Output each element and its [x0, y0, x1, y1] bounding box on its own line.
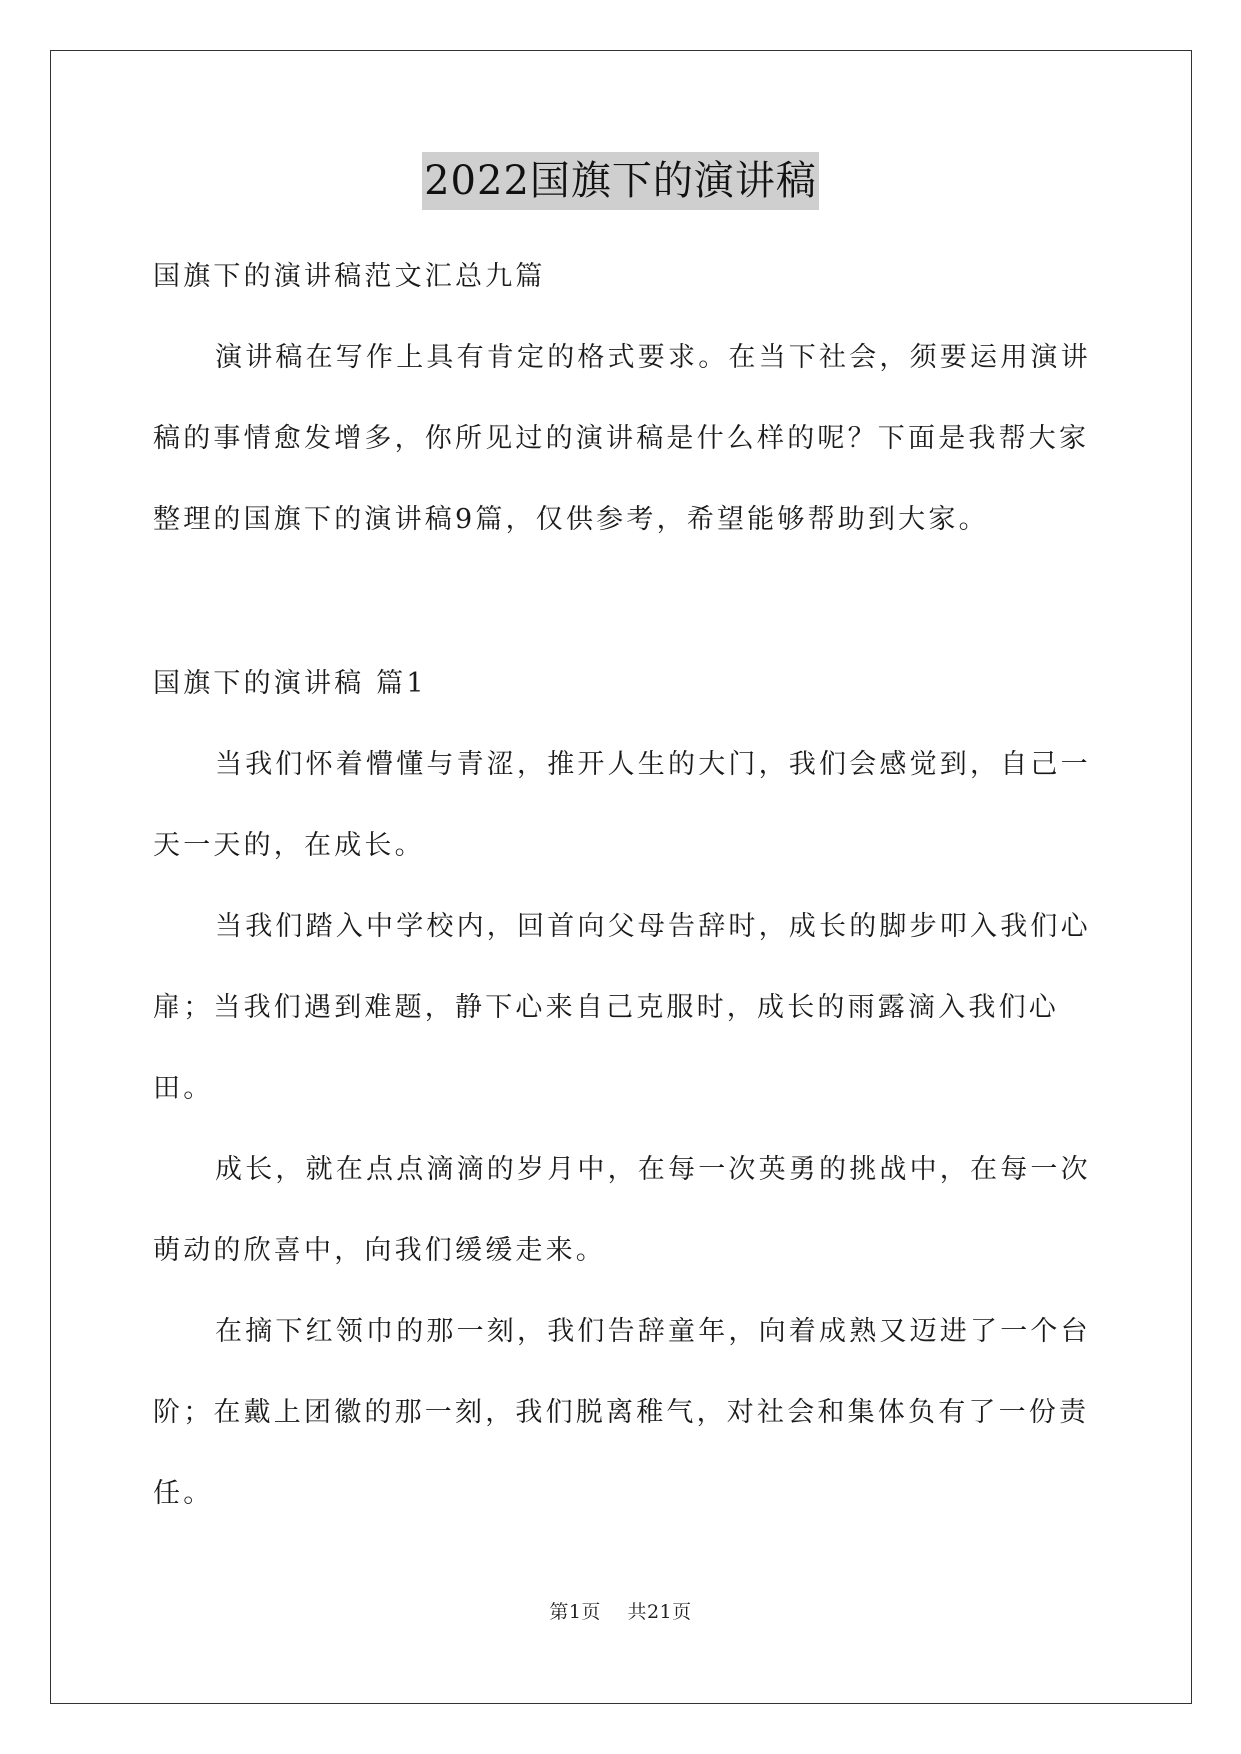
- title-container: [0, 152, 1241, 210]
- document-body: [153, 236, 1093, 1534]
- body-paragraph: 成长，就在点点滴滴的岁月中，在每一次英勇的挑战中，在每一次萌动的欣喜中，向我们缓缓走来。: [153, 1154, 1091, 1266]
- page-number: 第1页: [549, 1601, 601, 1623]
- document-subtitle: 国旗下的演讲稿范文汇总九篇: [153, 261, 546, 292]
- body-paragraph: 当我们踏入中学校内，回首向父母告辞时，成长的脚步叩入我们心扉；当我们遇到难题，静下心来自己克服时，成长的雨露滴入我们心田。: [153, 911, 1091, 1104]
- document-title: 2022国旗下的演讲稿: [422, 152, 819, 210]
- page-footer: [0, 1597, 1241, 1624]
- section-heading: 国旗下的演讲稿 篇1: [153, 668, 427, 699]
- body-paragraph: 当我们怀着懵懂与青涩，推开人生的大门，我们会感觉到，自己一天一天的，在成长。: [153, 749, 1091, 861]
- page-total: 共21页: [627, 1601, 692, 1623]
- body-paragraph: 在摘下红领巾的那一刻，我们告辞童年，向着成熟又迈进了一个台阶；在戴上团徽的那一刻，我们脱离稚气，对社会和集体负有了一份责任。: [153, 1316, 1091, 1509]
- intro-paragraph: 演讲稿在写作上具有肯定的格式要求。在当下社会，须要运用演讲稿的事情愈发增多，你所见过的演讲稿是什么样的呢？下面是我帮大家整理的国旗下的演讲稿9篇，仅供参考，希望能够帮助到大家。: [153, 342, 1091, 535]
